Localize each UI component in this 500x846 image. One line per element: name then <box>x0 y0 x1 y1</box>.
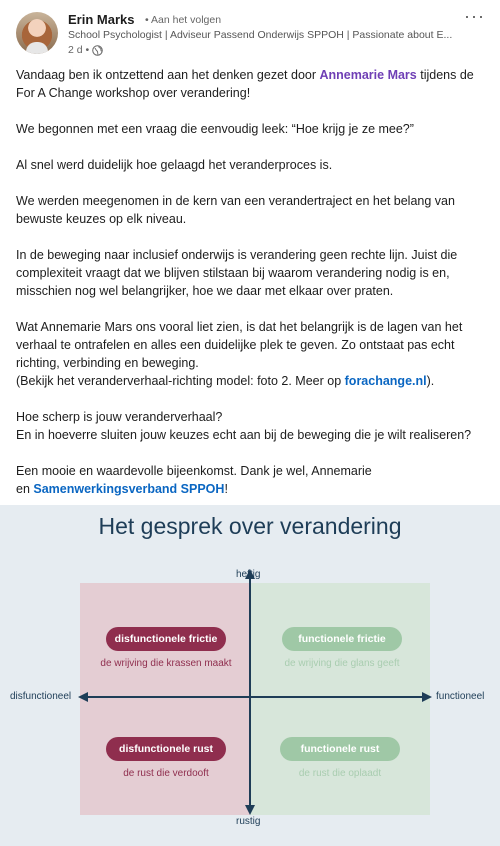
quadrant-label-functionele-rust: functionele rust <box>280 737 400 761</box>
more-options-icon[interactable]: ··· <box>464 6 485 26</box>
axis-label-bottom: rustig <box>236 816 261 827</box>
paragraph-5: In de beweging naar inclusief onderwijs is verandering geen rechte lijn. Juist die complexiteit vraagt dat we blijven stilstaan bij waarom verandering nodig is en, misschien nog wel belangrijker, hoe we daar met elkaar over praten. <box>16 248 458 298</box>
link-samenwerkingsverband-sppoh[interactable]: Samenwerkingsverband SPPOH <box>33 482 225 496</box>
author-name[interactable]: Erin Marks <box>68 12 135 27</box>
quadrant-axes <box>0 505 500 846</box>
quadrant-sub-disfunctionele-rust: de rust die verdooft <box>123 768 209 779</box>
paragraph-2: We begonnen met een vraag die eenvoudig leek: “Hoe krijg je ze mee?” <box>16 122 414 136</box>
post-meta <box>68 44 103 56</box>
follow-status: • Aan het volgen <box>145 14 222 26</box>
quadrant-label-disfunctionele-rust: disfunctionele rust <box>106 737 226 761</box>
paragraph-6: Wat Annemarie Mars ons vooral liet zien, is dat het belangrijk is de lagen van het verhaal te ontrafelen en alles een duidelijke plek te geven. Zo ontstaat pas echt richting, verbinding en beweging. (Bekijk het veranderverhaal-richting model: foto 2. Meer op forachange.nl). <box>16 320 463 388</box>
paragraph-4: We werden meegenomen in de kern van een verandertraject en het belang van bewuste keuzes op elk niveau. <box>16 194 455 226</box>
quadrant-sub-functionele-rust: de rust die oplaadt <box>298 768 382 779</box>
post-header <box>0 0 500 62</box>
paragraph-8: Een mooie en waardevolle bijeenkomst. Dank je wel, Annemarie en Samenwerkingsverband SPPOH! <box>16 464 372 496</box>
author-headline: School Psychologist | Adviseur Passend Onderwijs SPPOH | Passionate about E... <box>68 29 453 41</box>
post-image[interactable] <box>0 505 500 846</box>
quadrant-sub-functionele-frictie: de wrijving die glans geeft <box>284 658 400 669</box>
axis-label-right: functioneel <box>436 691 485 702</box>
figure-title: Het gesprek over verandering <box>98 513 402 539</box>
avatar[interactable] <box>16 12 58 54</box>
globe-icon <box>92 45 103 56</box>
mention-annemarie-mars[interactable]: Annemarie Mars <box>319 68 417 82</box>
quadrant-label-disfunctionele-frictie: disfunctionele frictie <box>106 627 226 651</box>
paragraph-1: Vandaag ben ik ontzettend aan het denken gezet door Annemarie Mars tijdens de For A Change workshop over verandering! <box>16 68 474 100</box>
post-text <box>16 66 488 516</box>
paragraph-7: Hoe scherp is jouw veranderverhaal? En in hoeverre sluiten jouw keuzes echt aan bij de beweging die je wilt realiseren? <box>16 410 472 442</box>
quadrant-label-functionele-frictie: functionele frictie <box>282 627 402 651</box>
quadrant-sub-disfunctionele-frictie: de wrijving die krassen maakt <box>100 658 232 669</box>
axis-label-left: disfunctioneel <box>10 691 72 702</box>
paragraph-3: Al snel werd duidelijk hoe gelaagd het veranderproces is. <box>16 158 333 172</box>
post-time: 2 d • <box>68 44 90 56</box>
link-forachange[interactable]: forachange.nl <box>344 374 427 388</box>
axis-label-top: heftig <box>236 569 261 580</box>
